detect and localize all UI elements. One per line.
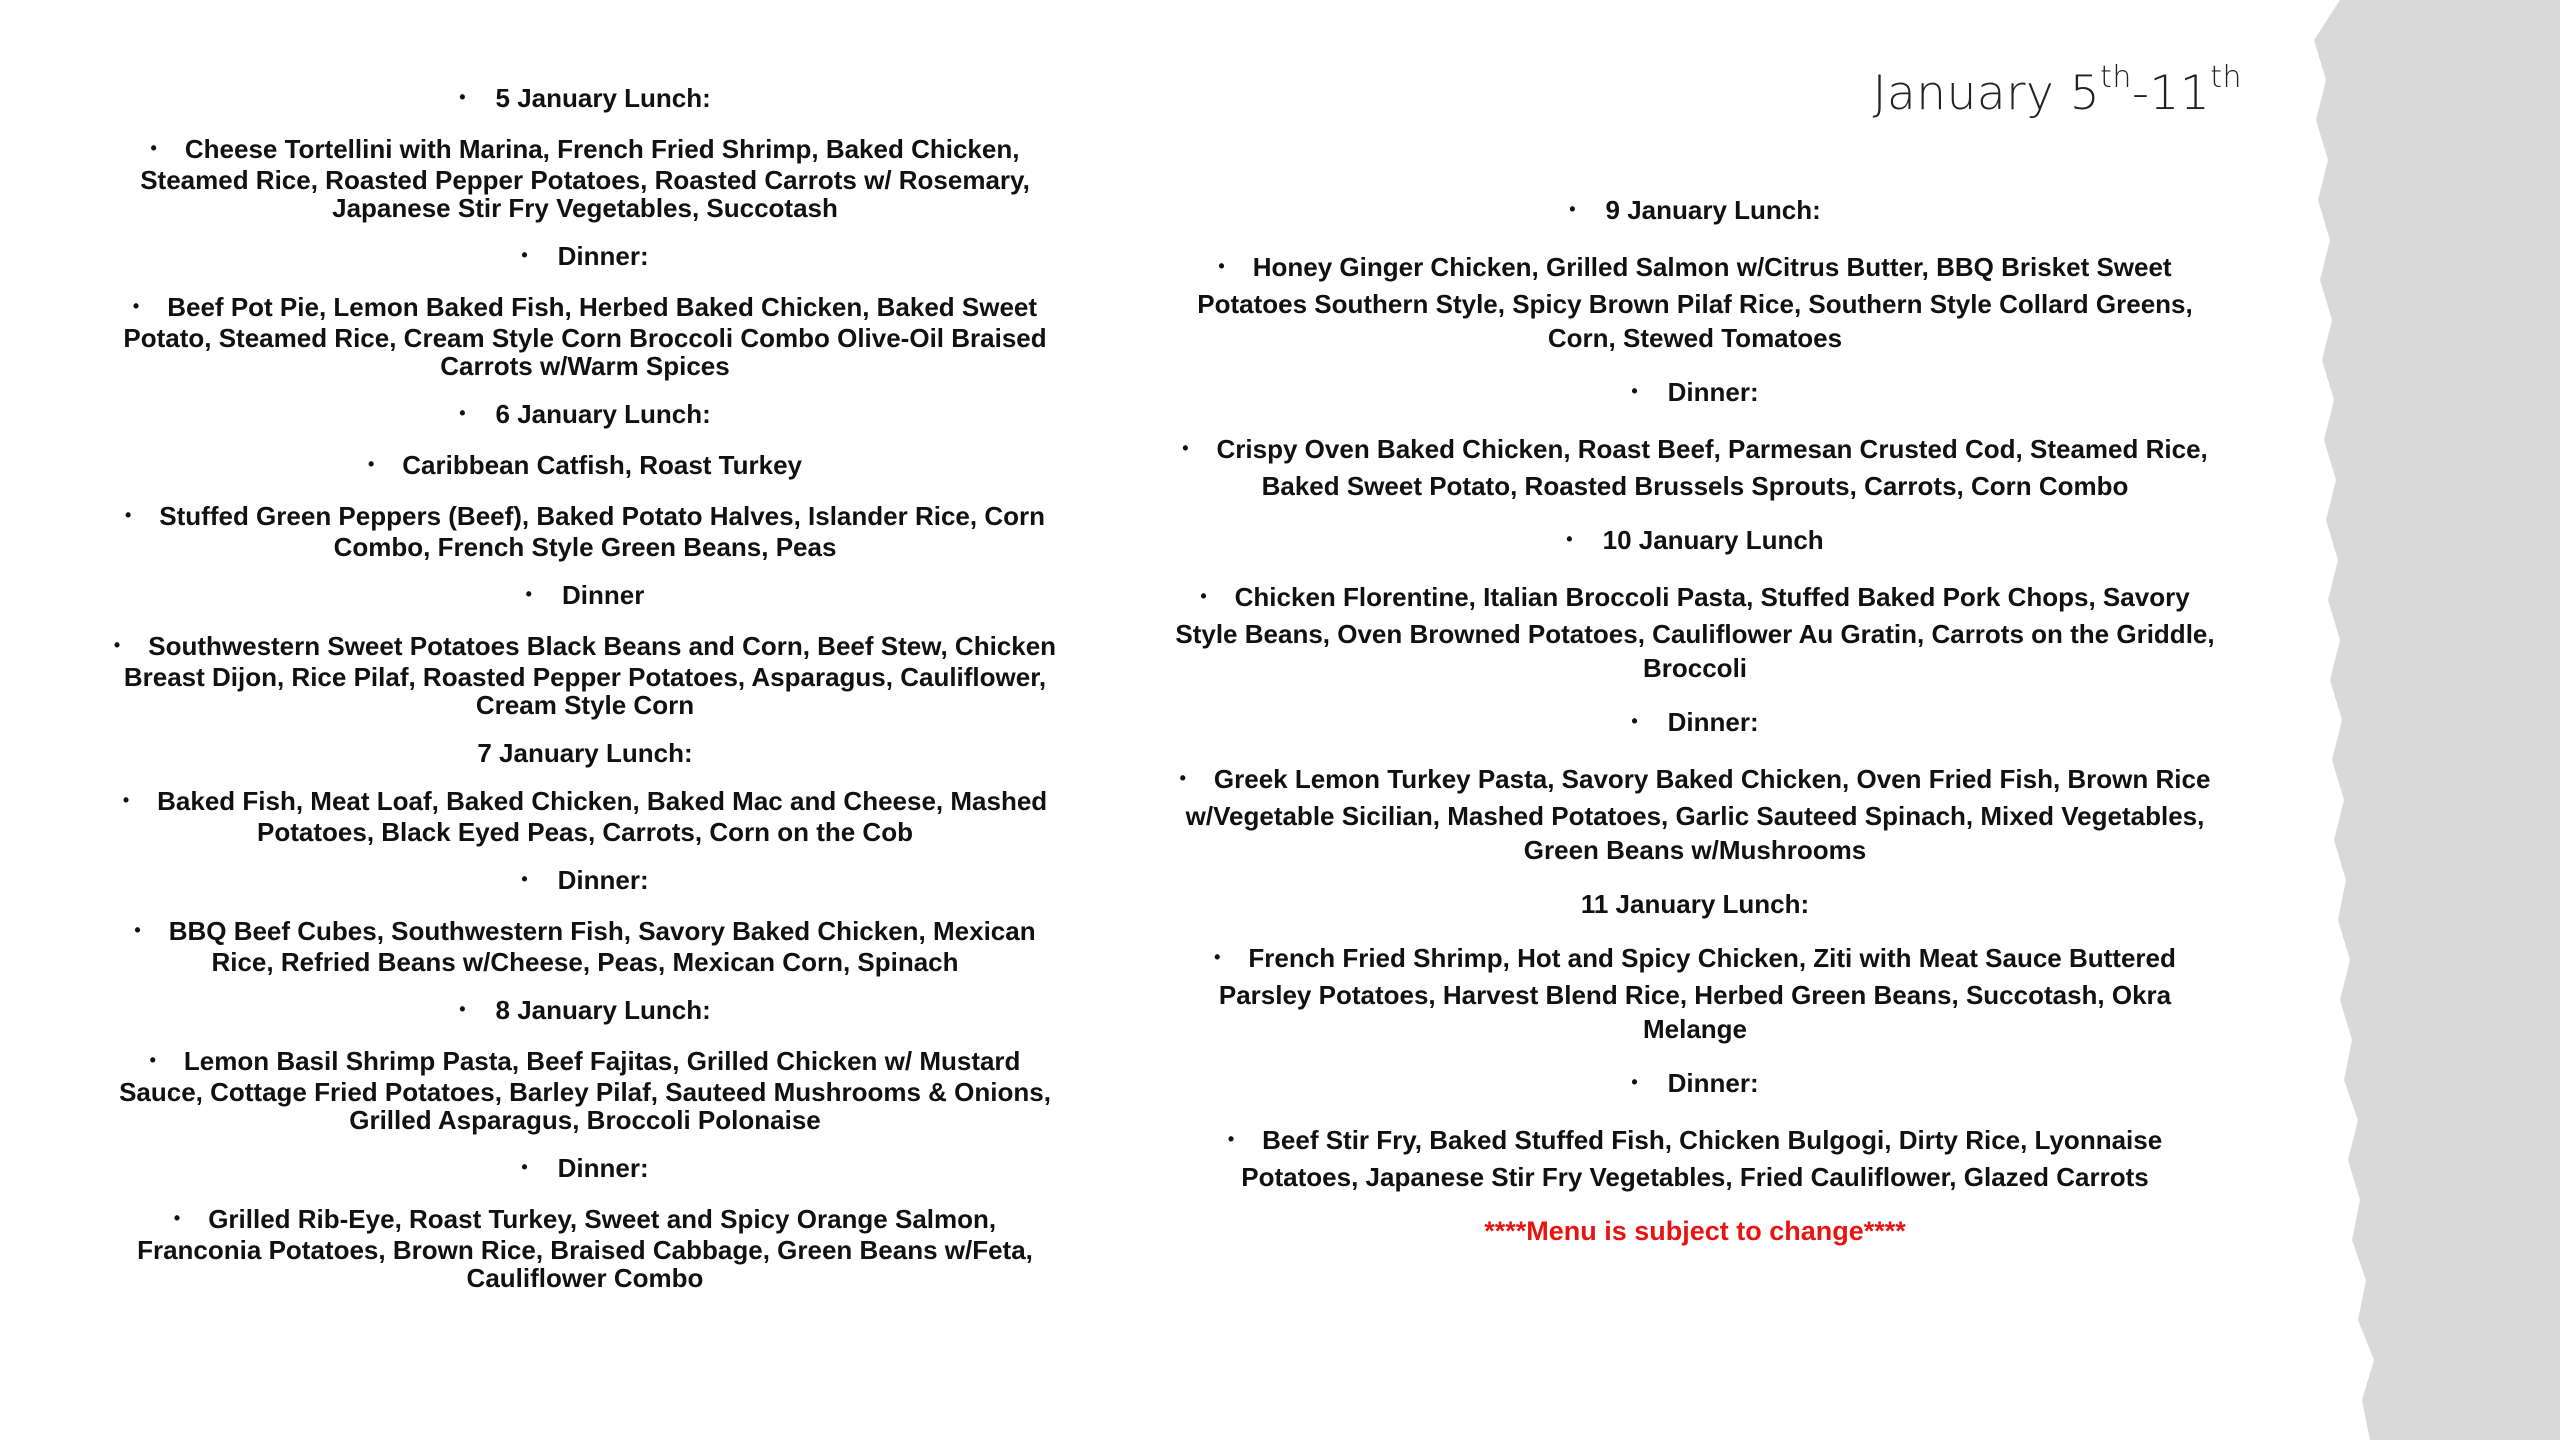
date-range-title: January 5th-11th [1872, 60, 2242, 121]
section-heading: • Dinner: [110, 242, 1060, 273]
section-heading: 11 January Lunch: [1580, 889, 1810, 919]
section-heading: • 6 January Lunch: [110, 400, 1060, 431]
menu-items: • Grilled Rib-Eye, Roast Turkey, Sweet and Spicy Orange Salmon, Franconia Potatoes, Brown Rice, Braised Cabbage, Green Beans w/Feta, Cauliflower Combo [110, 1205, 1060, 1292]
menu-column-right [1170, 193, 2220, 1248]
menu-items: • Lemon Basil Shrimp Pasta, Beef Fajitas, Grilled Chicken w/ Mustard Sauce, Cottage Fried Potatoes, Barley Pilaf, Sauteed Mushrooms & Onions, Grilled Asparagus, Broccoli Polonaise [110, 1047, 1060, 1134]
menu-items: • Stuffed Green Peppers (Beef), Baked Potato Halves, Islander Rice, Corn Combo, French Style Green Beans, Peas [110, 502, 1060, 561]
menu-items: • Baked Fish, Meat Loaf, Baked Chicken, Baked Mac and Cheese, Mashed Potatoes, Black Eyed Peas, Carrots, Corn on the Cob [110, 787, 1060, 846]
menu-items: • Southwestern Sweet Potatoes Black Beans and Corn, Beef Stew, Chicken Breast Dijon, Rice Pilaf, Roasted Pepper Potatoes, Asparagus, Cauliflower, Cream Style Corn [110, 632, 1060, 719]
menu-items: • Caribbean Catfish, Roast Turkey [110, 451, 1060, 482]
menu-column-left [110, 84, 1060, 1312]
menu-items: • BBQ Beef Cubes, Southwestern Fish, Savory Baked Chicken, Mexican Rice, Refried Beans w/Cheese, Peas, Mexican Corn, Spinach [110, 917, 1060, 976]
section-heading: • Dinner: [110, 1154, 1060, 1185]
menu-items: • Honey Ginger Chicken, Grilled Salmon w/Citrus Butter, BBQ Brisket Sweet Potatoes Southern Style, Spicy Brown Pilaf Rice, Southern Style Collard Greens, Corn, Stewed Tomatoes [1170, 250, 2220, 355]
change-notice: ****Menu is subject to change**** [1484, 1216, 1906, 1246]
section-heading: • 5 January Lunch: [110, 84, 1060, 115]
section-heading: • Dinner: [1170, 705, 2220, 742]
section-heading: • Dinner: [1170, 375, 2220, 412]
menu-items: • French Fried Shrimp, Hot and Spicy Chicken, Ziti with Meat Sauce Buttered Parsley Potatoes, Harvest Blend Rice, Herbed Green Beans, Succotash, Okra Melange [1170, 941, 2220, 1046]
section-heading: • 8 January Lunch: [110, 996, 1060, 1027]
section-heading: • 10 January Lunch [1170, 523, 2220, 560]
menu-items: • Cheese Tortellini with Marina, French Fried Shrimp, Baked Chicken, Steamed Rice, Roasted Pepper Potatoes, Roasted Carrots w/ Rosemary, Japanese Stir Fry Vegetables, Succotash [110, 135, 1060, 222]
menu-items: • Beef Stir Fry, Baked Stuffed Fish, Chicken Bulgogi, Dirty Rice, Lyonnaise Potatoes, Japanese Stir Fry Vegetables, Fried Cauliflower, Glazed Carrots [1170, 1123, 2220, 1194]
menu-items: • Chicken Florentine, Italian Broccoli Pasta, Stuffed Baked Pork Chops, Savory Style Beans, Oven Browned Potatoes, Cauliflower Au Gratin, Carrots on the Griddle, Broccoli [1170, 580, 2220, 685]
menu-items: • Crispy Oven Baked Chicken, Roast Beef, Parmesan Crusted Cod, Steamed Rice, Baked Sweet Potato, Roasted Brussels Sprouts, Carrots, Corn Combo [1170, 432, 2220, 503]
section-heading: • Dinner: [110, 866, 1060, 897]
torn-paper-edge [2300, 0, 2560, 1440]
section-heading: • 9 January Lunch: [1170, 193, 2220, 230]
section-heading: 7 January Lunch: [477, 738, 693, 768]
section-heading: • Dinner: [1170, 1066, 2220, 1103]
menu-items: • Greek Lemon Turkey Pasta, Savory Baked Chicken, Oven Fried Fish, Brown Rice w/Vegetable Sicilian, Mashed Potatoes, Garlic Sauteed Spinach, Mixed Vegetables, Green Beans w/Mushrooms [1170, 762, 2220, 867]
section-heading: • Dinner [110, 581, 1060, 612]
menu-items: • Beef Pot Pie, Lemon Baked Fish, Herbed Baked Chicken, Baked Sweet Potato, Steamed Rice, Cream Style Corn Broccoli Combo Olive-Oil Braised Carrots w/Warm Spices [110, 293, 1060, 380]
